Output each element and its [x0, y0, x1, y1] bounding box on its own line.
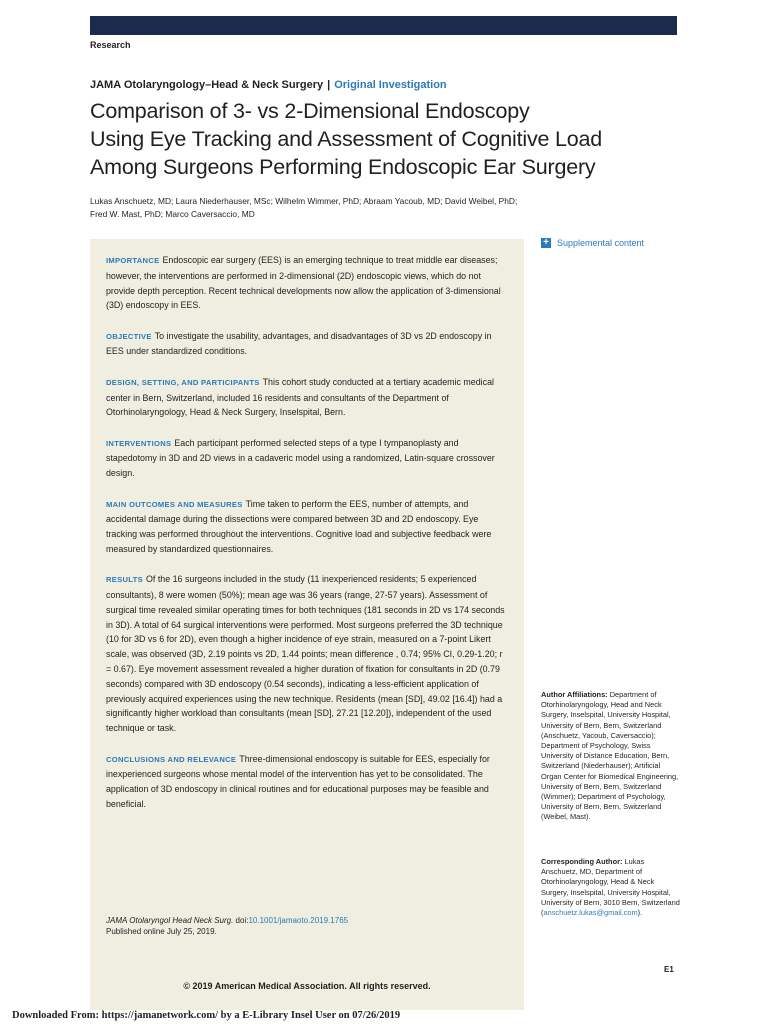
abstract-importance: [106, 253, 506, 313]
supplemental-content-link[interactable]: [541, 238, 644, 248]
citation-journal: JAMA Otolaryngol Head Neck Surg.: [106, 916, 234, 925]
header-bar: [90, 16, 677, 35]
journal-line: [90, 79, 447, 91]
corresponding-text: Lukas Anschuetz, MD, Department of Otorhinolaryngology, Head & Neck Surgery, Inselspital, University Hospital, University of Bern, 3010 Bern, Switzerland: [541, 857, 680, 907]
affiliations-text: Department of Otorhinolaryngology, Head and Neck Surgery, Inselspital, University Hospital, University of Bern, Bern, Switzerland (Anschuetz, Yacoub, Caversaccio); Department of Psychology, Swiss University of Distance Education, Bern, Switzerland (Niederhauser); Artificial Organ Center for Biomedical Engineering, University of Bern, Bern, Switzerland (Wimmer); Department of Psychology, University of Bern, Bern, Switzerland (Weibel, Mast).: [541, 690, 679, 822]
abstract-heading: MAIN OUTCOMES AND MEASURES: [106, 499, 243, 509]
journal-separator: |: [327, 79, 331, 91]
abstract-outcomes: [106, 497, 506, 557]
abstract-text: Time taken to perform the EES, number of attempts, and accidental damage during the dissections were compared between 3D and 2D endoscopy. Eye tracking was performed throughout the interventions. Cognitive load and subjective feedback were measured by standardized questionnaires.: [106, 498, 492, 554]
page-number: E1: [664, 965, 674, 974]
copyright-notice: © 2019 American Medical Association. All rights reserved.: [183, 981, 431, 991]
abstract-heading: CONCLUSIONS AND RELEVANCE: [106, 754, 237, 764]
abstract-heading: DESIGN, SETTING, AND PARTICIPANTS: [106, 377, 260, 387]
citation-doi-prefix: doi:: [235, 916, 249, 925]
abstract-heading: OBJECTIVE: [106, 331, 152, 341]
supplemental-label: Supplemental content: [557, 238, 645, 248]
abstract-text: Three-dimensional endoscopy is suitable for EES, especially for inexperienced surgeons whose mental model of the intervention has yet to be consolidated. The application of 3D endoscopy in clinical routines and for educational purposes may be feasible and beneficial.: [106, 753, 490, 809]
author-line: Fred W. Mast, PhD; Marco Caversaccio, MD: [90, 209, 255, 219]
citation: [106, 915, 506, 937]
published-date: Published online July 25, 2019.: [106, 927, 217, 936]
author-list: [90, 195, 540, 221]
abstract-text: This cohort study conducted at a tertiary academic medical center in Bern, Switzerland, included 16 residents and consultants of the Department of Otorhinolaryngology, Head & Neck Surgery, Inselspital, Bern.: [106, 376, 494, 418]
doi-link[interactable]: 10.1001/jamaoto.2019.1765: [248, 916, 349, 925]
plus-box-icon: +: [541, 238, 551, 248]
section-label: Research: [90, 40, 131, 50]
author-line: Lukas Anschuetz, MD; Laura Niederhauser, MSc; Wilhelm Wimmer, PhD; Abraam Yacoub, MD; David Weibel, PhD;: [90, 196, 518, 206]
affiliations-label: Author Affiliations:: [541, 690, 608, 699]
abstract-results: [106, 572, 506, 736]
journal-name: JAMA Otolaryngology–Head & Neck Surgery: [90, 79, 324, 91]
abstract-text: Of the 16 surgeons included in the study (11 inexperienced residents; 5 experienced consultants), 8 were women (50%); mean age was 36 years (range, 27-57 years). Assessment of surgical time revealed similar operating times for both techniques (181 seconds in 2D vs 174 seconds in 3D). A total of 64 surgical interventions were performed. Most surgeons preferred the 3D technique (10 for 3D vs 6 for 2D), even though a higher incidence of eye strain, measured on a 7-point Likert scale, was observed (3D, 2.19 points vs 2D, 1.44 points; mean difference , 0.74; 95% CI, 0.29-1.20; r = 0.67). Eye movement assessment revealed a higher duration of fixation for consultants in 2D (0.79 seconds) compared with 3D endoscopy (0.54 seconds), indicating a less-efficient application of previously acquired experiences using the new technique. Residents (mean [SD], 49.02 [16.4]) had a significantly higher workload than consultants (mean [SD], 27.21 [12.20]), independent of the used technique or task.: [106, 574, 505, 734]
corresponding-author: Corresponding Author: Lukas Anschuetz, MD, Department of Otorhinolaryngology, Head & Neck Surgery, Inselspital, University Hospital, University of Bern, 3010 Bern, Switzerland (anschuetz.lukas@gmail.com).: [541, 857, 680, 918]
abstract-design: [106, 375, 506, 420]
title-line: Among Surgeons Performing Endoscopic Ear Surgery: [90, 155, 596, 179]
download-note: Downloaded From: https://jamanetwork.com/ by a E-Library Insel User on 07/26/2019: [12, 1010, 401, 1021]
abstract-heading: INTERVENTIONS: [106, 438, 172, 448]
abstract-objective: [106, 329, 506, 360]
abstract-conclusions: [106, 752, 506, 812]
article-type-link[interactable]: Original Investigation: [334, 79, 447, 91]
author-affiliations: [541, 690, 681, 823]
abstract-text: Endoscopic ear surgery (EES) is an emerging technique to treat middle ear diseases; however, the interventions are performed in 2-dimensional (2D) endoscopic views, which do not provide depth perception. Recent technical developments now allow the application of 3-dimensional (3D) endoscopy in EES.: [106, 255, 501, 311]
abstract-interventions: [106, 436, 506, 481]
title-line: Comparison of 3- vs 2-Dimensional Endoscopy: [90, 99, 530, 123]
abstract-text: To investigate the usability, advantages, and disadvantages of 3D vs 2D endoscopy in EES under standardized conditions.: [106, 330, 492, 357]
abstract-heading: RESULTS: [106, 575, 143, 585]
abstract-text: Each participant performed selected steps of a type I tympanoplasty and stapedotomy in 3D and 2D views in a cadaveric model using a randomized, Latin-square crossover design.: [106, 437, 495, 479]
abstract-heading: IMPORTANCE: [106, 256, 160, 265]
abstract-box: [90, 239, 524, 1010]
title-line: Using Eye Tracking and Assessment of Cognitive Load: [90, 127, 603, 151]
corresponding-label: Corresponding Author:: [541, 857, 623, 866]
email-link[interactable]: anschuetz.lukas@gmail.com: [543, 908, 638, 918]
article-title: [90, 97, 630, 181]
